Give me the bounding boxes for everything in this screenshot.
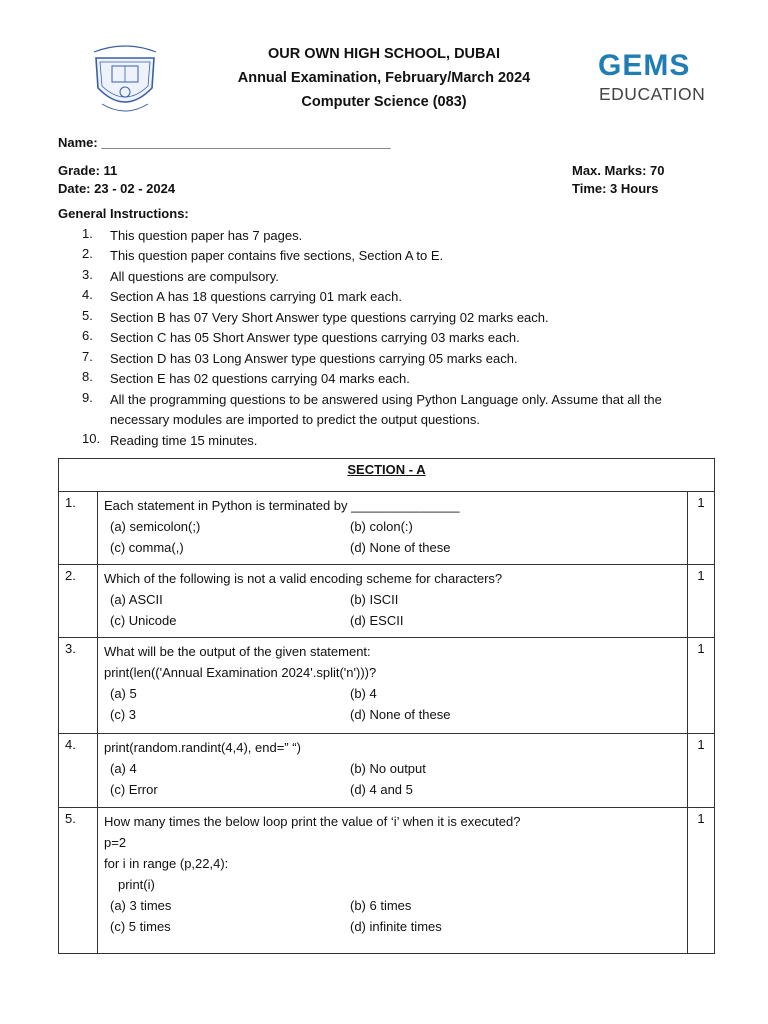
options-row <box>104 537 681 558</box>
section-a-table <box>58 458 715 954</box>
option: (b) No output <box>350 761 426 776</box>
instructions-list: 1. This question paper has 7 pages. 2. This question paper contains five sections, Section A to E. 3. All questions are compulsory. 4. Section A has 18 questions carrying 01 mark each. 5. Section B has 07 Very Short Answer type questions carrying 02 marks each. 6. Section C has 05 Short Answer type questions carrying 03 marks each. 7. Section D has 03 Long Answer type questions carrying 05 marks each. 8. Section E has 02 questions carrying 04 marks each. 9. All the programming questions to be answered using Python Language only. Assume that all the necessary modules are imported to predict the output questions. 10. Reading time 15 minutes. <box>82 226 662 448</box>
options-row <box>104 610 681 631</box>
question-number: 4. <box>59 734 98 808</box>
option: (d) 4 and 5 <box>350 782 413 797</box>
option: (c) Error <box>110 782 158 797</box>
grade-label: Grade: 11 <box>58 163 118 178</box>
option: (b) colon(:) <box>350 519 413 534</box>
question-number: 3. <box>59 638 98 734</box>
question-code: print(i) <box>118 877 155 892</box>
question-code: print(random.randint(4,4), end=” “) <box>104 740 301 755</box>
question-marks: 1 <box>688 734 715 808</box>
options-row <box>104 758 681 779</box>
option: (c) comma(,) <box>110 540 184 555</box>
question-marks: 1 <box>688 565 715 638</box>
instructions-title: General Instructions: <box>58 206 189 221</box>
time-label: Time: 3 Hours <box>572 181 659 196</box>
option: (d) infinite times <box>350 919 442 934</box>
subject-title: Computer Science (083) <box>301 94 467 110</box>
option: (b) 4 <box>350 686 377 701</box>
option: (a) ASCII <box>110 592 163 607</box>
question-text: Which of the following is not a valid encoding scheme for characters? <box>104 571 503 586</box>
options-row <box>104 704 681 725</box>
option: (a) semicolon(;) <box>110 519 201 534</box>
option: (b) 6 times <box>350 898 412 913</box>
options-row <box>104 516 681 537</box>
question-row <box>59 638 715 734</box>
option: (d) None of these <box>350 707 451 722</box>
gems-wordmark: GEMS <box>598 49 691 82</box>
option: (a) 4 <box>110 761 137 776</box>
options-row <box>104 779 681 800</box>
option: (c) 5 times <box>110 919 171 934</box>
question-row <box>59 492 715 565</box>
question-number: 2. <box>59 565 98 638</box>
question-body <box>98 808 688 954</box>
question-code: p=2 <box>104 835 127 850</box>
options-row <box>104 589 681 610</box>
question-body <box>98 565 688 638</box>
question-row <box>59 734 715 808</box>
max-marks-label: Max. Marks: 70 <box>572 163 665 178</box>
question-marks: 1 <box>688 492 715 565</box>
question-text: What will be the output of the given statement: <box>104 644 371 659</box>
question-text: How many times the below loop print the value of ‘i’ when it is executed? <box>104 814 521 829</box>
question-body <box>98 638 688 734</box>
question-marks: 1 <box>688 808 715 954</box>
question-text: Each statement in Python is terminated by _______________ <box>104 498 460 513</box>
options-row <box>104 916 681 937</box>
question-row <box>59 808 715 954</box>
section-title: SECTION - A <box>59 459 715 492</box>
name-field: Name: ________________________________________ <box>58 135 391 150</box>
question-body <box>98 734 688 808</box>
question-row <box>59 565 715 638</box>
option: (d) None of these <box>350 540 451 555</box>
question-code: print(len(('Annual Examination 2024'.split('n')))? <box>104 665 377 680</box>
question-marks: 1 <box>688 638 715 734</box>
school-name: OUR OWN HIGH SCHOOL, DUBAI <box>268 46 500 62</box>
gems-education-text: EDUCATION <box>599 84 706 104</box>
option: (a) 3 times <box>110 898 172 913</box>
option: (b) ISCII <box>350 592 399 607</box>
option: (d) ESCII <box>350 613 404 628</box>
exam-title: Annual Examination, February/March 2024 <box>237 70 531 86</box>
date-label: Date: 23 - 02 - 2024 <box>58 181 176 196</box>
gems-education-logo <box>598 50 722 110</box>
options-row <box>104 895 681 916</box>
option: (c) Unicode <box>110 613 177 628</box>
question-code: for i in range (p,22,4): <box>104 856 229 871</box>
question-body <box>98 492 688 565</box>
option: (a) 5 <box>110 686 137 701</box>
question-number: 5. <box>59 808 98 954</box>
question-number: 1. <box>59 492 98 565</box>
option: (c) 3 <box>110 707 136 722</box>
options-row <box>104 683 681 704</box>
